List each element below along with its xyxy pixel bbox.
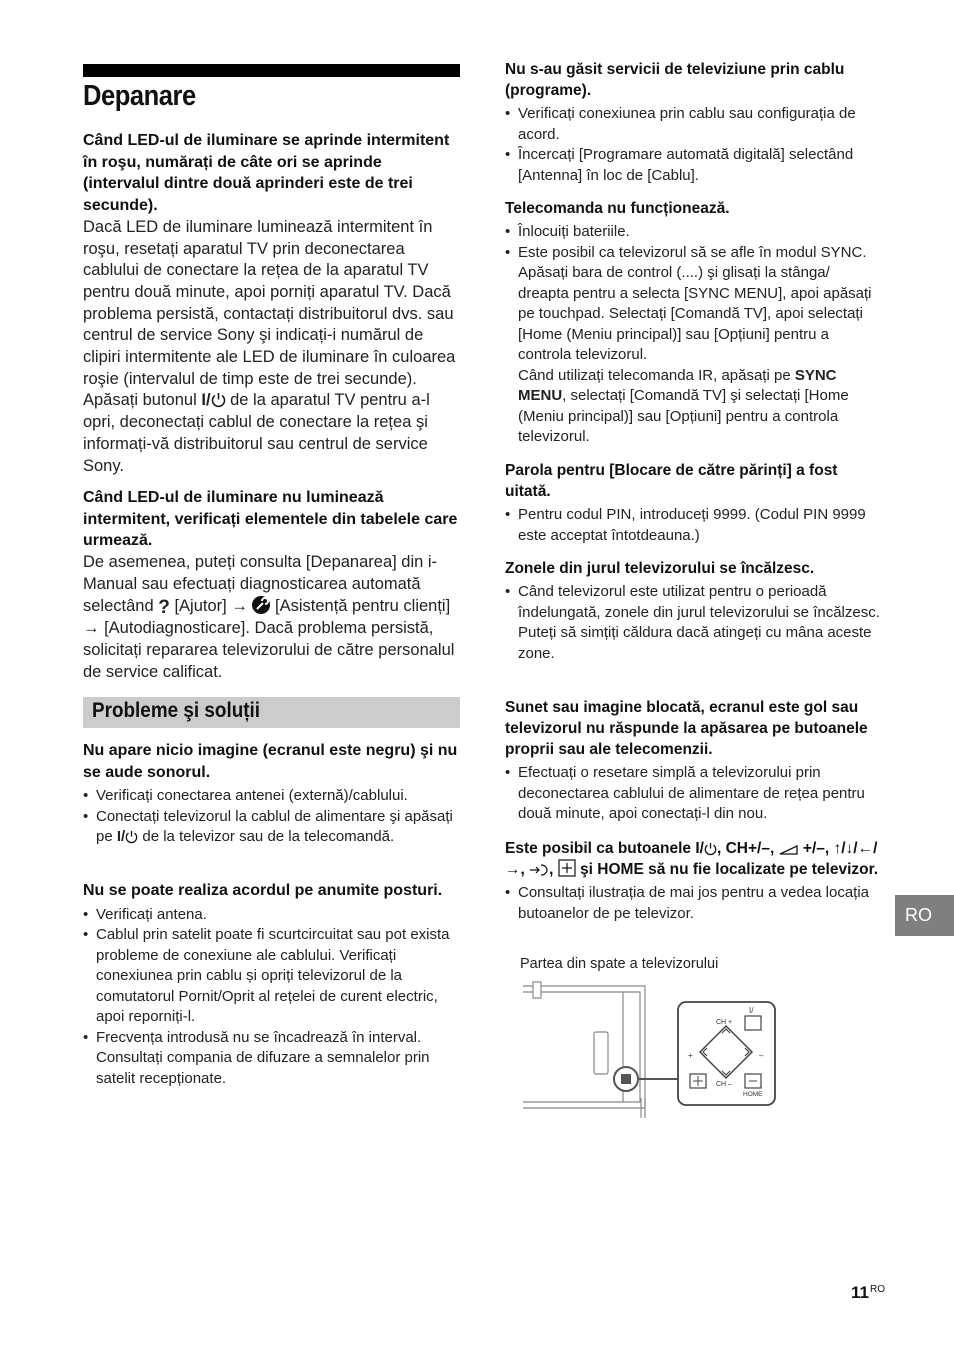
- frozen-list: [505, 763, 883, 825]
- list-item: • Înlocuiți bateriile.: [505, 222, 883, 243]
- sync-menu-label: SYNC MENU: [518, 366, 837, 404]
- power-button-label: I/: [116, 828, 126, 846]
- arrow-right-icon: →: [231, 596, 248, 615]
- list-item: • Pentru codul PIN, introduceți 9999. (Codul PIN 9999 este acceptat întotdeauna.): [505, 505, 883, 546]
- list-item: • Cablul prin satelit poate fi scurtcircuitat sau pot exista probleme de conexiune ale cablului. Verificați conexiunea prin cablu și opriți televizorul de la comutatorul Pornit/Oprit al rețelei de curent electric, apoi reporniți-l.: [83, 925, 460, 1028]
- item-text: Puteți să simțiți căldura dacă atingeți cu mâna aceste zone.: [518, 624, 872, 662]
- led-blink-body: [83, 217, 460, 477]
- list-item: • Frecvența introdusă nu se încadrează în interval. Consultați compania de difuzare a semnalelor prin satelit recepționate.: [83, 1028, 460, 1090]
- section-title: Probleme şi soluții: [92, 699, 261, 722]
- power-icon: [211, 392, 226, 408]
- heading-text: +/–,: [802, 840, 830, 857]
- noblink-text-b: . Dacă problema persistă, solicitați repararea televizorului de către personalul de service calificat.: [83, 619, 455, 681]
- page-number-suffix: RO: [869, 1284, 885, 1295]
- list-item: [505, 243, 883, 448]
- no-image-heading: Nu apare nicio imagine (ecranul este negru) şi nu se aude sonorul.: [83, 742, 458, 781]
- cable-heading: Nu s-au găsit servicii de televiziune prin cablu (programe).: [505, 61, 845, 99]
- list-item: [505, 582, 883, 664]
- cable-list: [505, 104, 883, 186]
- fig-label-vol-plus: +: [688, 1051, 693, 1060]
- list-item: • Consultați ilustrația de mai jos pentru a vedea locația butoanelor de pe televizor.: [505, 883, 883, 924]
- no-tuning-list: [83, 905, 460, 1090]
- fig-label-ch-minus: CH –: [716, 1081, 732, 1088]
- item-text: , selectați [Comandă TV] şi selectați [Home (Meniu principal)] sau [Opțiuni] pentru a controla televizorul.: [518, 387, 849, 445]
- auto-label: [Autodiagnosticare]: [104, 619, 246, 638]
- no-image-section: [83, 740, 460, 848]
- item-text: Este posibil ca televizorul să se afle în modul SYNC. Apăsați bara de control (....) şi glisați la stânga/ dreapta pentru a selecta [SYNC MENU], apoi apăsați pe touchpad. Selectați [Comandă TV], apoi selectați [Home (Meniu principal)] sau [Opțiuni] pentru a controla televizorul.: [518, 243, 872, 363]
- power-button-label: I/: [201, 391, 211, 410]
- item-text: Când televizorul este utilizat pentru o perioadă îndelungată, zonele din jurul televizorului se încălzesc.: [518, 583, 880, 621]
- led-noblink-section: [83, 487, 460, 683]
- parental-section: [505, 460, 883, 546]
- item-text: de la televizor sau de la telecomandă.: [142, 828, 395, 846]
- buttons-heading: Este posibil ca butoanele I/ , CH+/–, +/–, ↑/↓/←/→, , şi HOME să nu fie localizate pe televizor.: [505, 840, 879, 878]
- no-tuning-heading: Nu se poate realiza acordul pe anumite posturi.: [83, 882, 443, 899]
- section-bar: [83, 697, 460, 728]
- remote-list: [505, 222, 883, 448]
- buttons-list: [505, 883, 883, 924]
- help-label: [Ajutor]: [174, 596, 227, 615]
- heading-text: şi HOME să nu fie localizate pe televizor.: [580, 861, 879, 878]
- list-item: • Verificați antena.: [83, 905, 460, 926]
- frozen-heading: Sunet sau imagine blocată, ecranul este gol sau televizorul nu răspunde la apăsarea pe butoanele proprii sau ale telecomenzii.: [505, 699, 868, 758]
- fig-label-vol-minus: –: [759, 1051, 764, 1060]
- led-blink-text: Dacă LED de iluminare luminează intermitent în roşu, resetați aparatul TV prin deconectarea cablului de conectare la rețea de la aparatul TV pentru două minute, apoi porniți aparatul TV. Dacă problema persistă, contactați distribuitorul dvs. sau centrul de service Sony şi indicați-i numărul de clipiri intermitente ale LED de iluminare în culoarea roşie (intervalul de timp este de trei secunde). Apăsați butonul: [83, 217, 456, 410]
- heat-heading: Zonele din jurul televizorului se încălzesc.: [505, 560, 815, 577]
- list-item: • Verificați conexiunea prin cablu sau configurația de acord.: [505, 104, 883, 145]
- noblink-text-a: De asemenea, puteți consulta [Depanarea] din i-Manual sau efectuați diagnosticarea automată selectând: [83, 553, 438, 615]
- no-tuning-section: [83, 880, 460, 1089]
- heat-section: [505, 558, 883, 664]
- list-item: • Încercați [Programare automată digitală] selectând [Antenna] în loc de [Cablu].: [505, 145, 883, 186]
- language-tab: RO: [895, 895, 954, 936]
- figure-caption: Partea din spate a televizorului: [520, 956, 719, 972]
- heading-text: Este posibil ca butoanele I/: [505, 840, 704, 857]
- remote-heading: Telecomanda nu funcționează.: [505, 200, 730, 217]
- list-item: • Verificați conectarea antenei (externă)/cablului.: [83, 786, 460, 807]
- power-icon: [704, 842, 717, 856]
- led-noblink-heading: Când LED-ul de iluminare nu luminează intermitent, verificați elementele din tabelele care urmează.: [83, 489, 458, 550]
- list-item: • Efectuați o resetare simplă a televizorului prin deconectarea cablului de alimentare de rețea pentru două minute, apoi conectați-l din nou.: [505, 763, 883, 825]
- parental-list: [505, 505, 883, 546]
- fig-label-ch-plus: CH +: [716, 1019, 733, 1026]
- buttons-section: [505, 838, 883, 924]
- header-rule: [83, 64, 460, 77]
- arrow-right-icon: →: [83, 619, 100, 638]
- heat-list: [505, 582, 883, 664]
- input-icon: [529, 863, 549, 877]
- led-blink-heading: Când LED-ul de iluminare se aprinde intermitent în roşu, numărați de câte ori se aprinde (intervalul dintre două aprinderi este de trei secunde).: [83, 132, 450, 215]
- item-text: Conectați televizorul la cablul de alimentare şi apăsați pe: [96, 807, 453, 846]
- enter-button-icon: [558, 859, 576, 877]
- volume-icon: [779, 844, 799, 856]
- heading-text: , CH+/–,: [716, 840, 775, 857]
- remote-section: [505, 198, 883, 448]
- page-number: [851, 1283, 885, 1303]
- tv-rear-illustration: [518, 980, 783, 1125]
- led-blink-text-end: de la aparatul TV pentru a-l opri, deconectați cablul de conectare la rețea şi informați-vă distribuitorul sau centrul de service Sony.: [83, 391, 430, 475]
- page-title: Depanare: [83, 80, 196, 112]
- cable-section: [505, 59, 883, 186]
- item-text: Când utilizați telecomanda IR, apăsați pe: [518, 366, 791, 384]
- client-label: [Asistență pentru clienți]: [275, 596, 451, 615]
- parental-heading: Parola pentru [Blocare de către părinți] a fost uitată.: [505, 462, 838, 500]
- support-icon: [252, 596, 270, 614]
- led-noblink-body: [83, 552, 460, 683]
- fig-label-power: I/: [749, 1006, 754, 1015]
- frozen-section: [505, 697, 883, 825]
- no-image-list: [83, 786, 460, 848]
- list-item: [83, 807, 460, 848]
- arrow-keys-label: ↑/↓/←/→,: [505, 840, 878, 878]
- page-number-value: 11: [851, 1283, 869, 1302]
- help-icon: ?: [158, 596, 170, 618]
- fig-label-home: HOME: [743, 1091, 763, 1098]
- power-icon: [125, 830, 138, 844]
- led-blink-section: [83, 130, 460, 477]
